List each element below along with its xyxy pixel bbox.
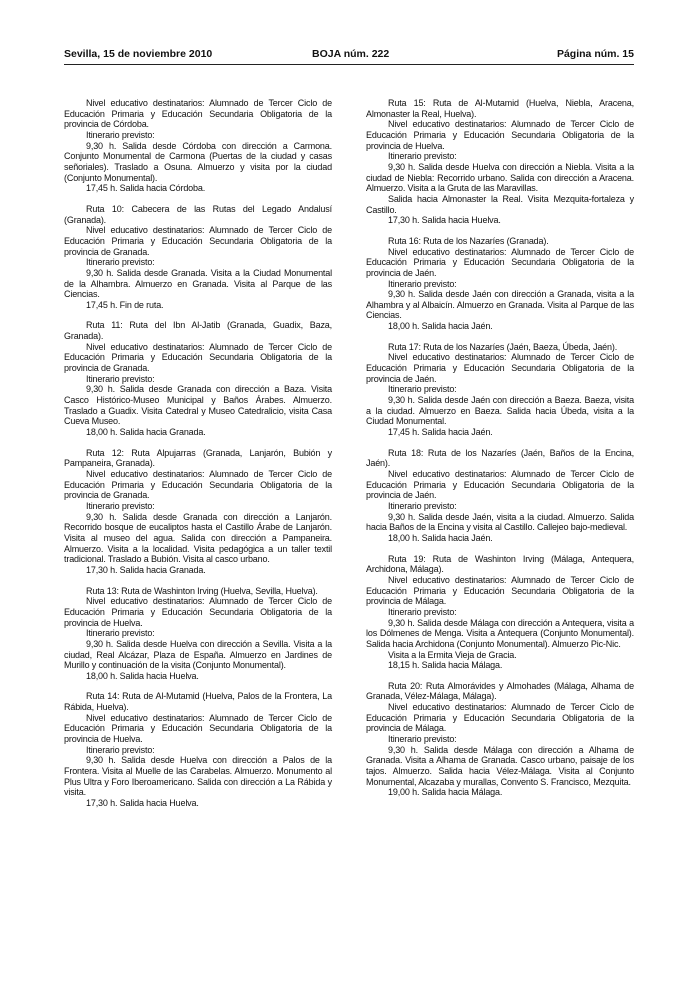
paragraph: Itinerario previsto: (388, 734, 457, 745)
paragraph: 18,00 h. Salida hacia Huelva. (86, 670, 199, 681)
paragraph: 17,30 h. Salida hacia Huelva. (388, 215, 501, 226)
paragraph: 9,30 h. Salida desde Granada con dirección a Lanjarón. Recorrido bosque de eucaliptos hasta el Castillo Árabe de Lanjarón. Visita al museo del agua. Salida con dirección a Pampaneira. Almuerzo. Visita a la localidad. Visita pedagógica a un taller textil tradicional. Traslado a Bubión. Visita al casco urbano. (64, 511, 332, 565)
paragraph: 9,30 h. Salida desde Huelva con dirección a Niebla. Visita a la ciudad de Niebla: Recorrido urbano. Salida con dirección a Aracena. Almuerzo. Visita a la Gruta de las Maravillas. (366, 161, 634, 194)
block-spacer (366, 671, 634, 681)
paragraph: Itinerario previsto: (388, 606, 457, 617)
paragraph: Nivel educativo destinatarios: Alumnado de Tercer Ciclo de Educación Primaria y Educación Secundaria Obligatoria de la provincia de Huelva. (366, 119, 634, 151)
paragraph: 17,45 h. Salida hacia Jaén. (388, 427, 493, 438)
header-date: Sevilla, 15 de noviembre 2010 (64, 48, 213, 60)
paragraph: 17,30 h. Salida hacia Granada. (86, 564, 206, 575)
paragraph: Itinerario previsto: (86, 373, 155, 384)
paragraph: Nivel educativo destinatarios: Alumnado de Tercer Ciclo de Educación Primaria y Educación Secundaria Obligatoria de la provincia de Jaén. (366, 246, 634, 278)
paragraph: 17,30 h. Salida hacia Huelva. (86, 798, 199, 809)
route-block (64, 98, 332, 194)
block-spacer (64, 310, 332, 320)
paragraph: Ruta 15: Ruta de Al-Mutamid (Huelva, Niebla, Aracena, Almonaster la Real, Huelva). (366, 98, 634, 119)
block-spacer (366, 332, 634, 342)
route-block (64, 691, 332, 808)
paragraph: Nivel educativo destinatarios: Alumnado de Tercer Ciclo de Educación Primaria y Educación Secundaria Obligatoria de la provincia de Granada. (64, 469, 332, 501)
paragraph: Nivel educativo destinatarios: Alumnado de Tercer Ciclo de Educación Primaria y Educación Secundaria Obligatoria de la provincia de Granada. (64, 225, 332, 257)
paragraph: Itinerario previsto: (86, 257, 155, 268)
route-block (64, 448, 332, 576)
page-header (64, 48, 634, 62)
left-column (64, 98, 332, 809)
paragraph: Nivel educativo destinatarios: Alumnado de Tercer Ciclo de Educación Primaria y Educación Secundaria Obligatoria de la provincia de Huelva. (64, 712, 332, 745)
paragraph: Nivel educativo destinatarios: Alumnado de Tercer Ciclo de Educación Primaria y Educación Secundaria Obligatoria de la provincia de Granada. (64, 341, 332, 374)
paragraph: Itinerario previsto: (86, 129, 155, 140)
route-block (64, 586, 332, 682)
header-page-number: Página núm. 15 (556, 48, 634, 60)
paragraph: 9,30 h. Salida desde Jaén, visita a la ciudad. Almuerzo. Salida hacia Baños de la Encina y visita al Castillo. Callejeo bajo-medieval. (366, 511, 634, 533)
header-divider (64, 64, 634, 65)
paragraph: 9,30 h. Salida desde Málaga con dirección a Antequera, visita a los Dólmenes de Menga. Visita a Antequera (Conjunto Monumental). Salida hacia Archidona (Conjunto Monumental). Almuerzo Pic-Nic. (366, 617, 634, 649)
paragraph: Itinerario previsto: (388, 151, 457, 162)
block-spacer (64, 576, 332, 586)
paragraph: Itinerario previsto: (388, 500, 457, 511)
route-block (366, 236, 634, 332)
header-journal: BOJA núm. 222 (312, 48, 390, 60)
paragraph: 9,30 h. Salida desde Jaén con dirección a Baeza. Baeza, visita a la ciudad. Almuerzo en Baeza. Salida hacia Úbeda, visita a la Ciudad Monumental. (366, 395, 634, 427)
paragraph: Ruta 14: Ruta de Al-Mutamid (Huelva, Palos de la Frontera, La Rábida, Huelva). (64, 691, 332, 713)
block-spacer (366, 544, 634, 554)
block-spacer (366, 226, 634, 236)
route-block (366, 98, 634, 226)
paragraph: Nivel educativo destinatarios: Alumnado de Tercer Ciclo de Educación Primaria y Educación Secundaria Obligatoria de la provincia de Málaga. (366, 574, 634, 607)
paragraph: Nivel educativo destinatarios: Alumnado de Tercer Ciclo de Educación Primaria y Educación Secundaria Obligatoria de la provincia de Huelva. (64, 596, 332, 628)
paragraph: 18,15 h. Salida hacia Málaga. (388, 660, 503, 671)
paragraph: Itinerario previsto: (388, 384, 457, 395)
paragraph: 9,30 h. Salida desde Huelva con dirección a Sevilla. Visita a la ciudad, Real Alcázar, Plaza de España. Almuerzo en Jardines de Murillo y continuación de la visita (Conjunto Monumental). (64, 638, 332, 671)
block-spacer (366, 438, 634, 448)
paragraph: Ruta 18: Ruta de los Nazaríes (Jaén, Baños de la Encina, Jaén). (366, 447, 634, 469)
paragraph: Nivel educativo destinatarios: Alumnado de Tercer Ciclo de Educación Primaria y Educación Secundaria Obligatoria de la provincia de Jaén. (366, 469, 634, 501)
route-block (366, 681, 634, 798)
paragraph: 17,45 h. Salida hacia Córdoba. (86, 183, 206, 194)
paragraph: 9,30 h. Salida desde Granada. Visita a la Ciudad Monumental de la Alhambra. Almuerzo en Granada. Visita al Parque de las Ciencias. (64, 267, 332, 300)
paragraph: Visita a la Ermita Vieja de Gracia. (388, 649, 517, 660)
route-block (366, 554, 634, 671)
paragraph: Itinerario previsto: (86, 628, 155, 639)
paragraph: Ruta 17: Ruta de los Nazaríes (Jaén, Baeza, Úbeda, Jaén). (388, 341, 618, 352)
route-block (366, 342, 634, 438)
paragraph: 18,00 h. Salida hacia Jaén. (388, 321, 493, 332)
block-spacer (64, 681, 332, 691)
paragraph: 18,00 h. Salida hacia Granada. (86, 427, 206, 438)
paragraph: Ruta 19: Ruta de Washinton Irving (Málaga, Antequera, Archidona, Málaga). (366, 553, 634, 575)
paragraph: Ruta 16: Ruta de los Nazaríes (Granada). (388, 235, 549, 246)
paragraph: Nivel educativo destinatarios: Alumnado de Tercer Ciclo de Educación Primaria y Educación Secundaria Obligatoria de la provincia de Jaén. (366, 352, 634, 384)
paragraph: Salida hacia Almonaster la Real. Visita Mezquita-fortaleza y Castillo. (366, 193, 634, 215)
route-block (64, 320, 332, 437)
paragraph: Ruta 13: Ruta de Washinton Irving (Huelva, Sevilla, Huelva). (86, 585, 318, 596)
paragraph: Nivel educativo destinatarios: Alumnado de Tercer Ciclo de Educación Primaria y Educación Secundaria Obligatoria de la provincia de Córdoba. (64, 98, 332, 130)
paragraph: Ruta 20: Ruta Almorávides y Almohades (Málaga, Alhama de Granada, Vélez-Málaga, Málaga). (366, 680, 634, 702)
paragraph: 9,30 h. Salida desde Córdoba con dirección a Carmona. Conjunto Monumental de Carmona (Puertas de la ciudad y casas señoriales). Traslado a Osuna. Almuerzo y visita por la ciudad (Conjunto Monumental). (64, 140, 332, 183)
block-spacer (64, 194, 332, 204)
paragraph: Ruta 12: Ruta Alpujarras (Granada, Lanjarón, Bubión y Pampaneira, Granada). (64, 447, 332, 469)
route-block (366, 448, 634, 544)
paragraph: Itinerario previsto: (86, 744, 155, 755)
paragraph: Itinerario previsto: (86, 500, 155, 511)
paragraph: 9,30 h. Salida desde Granada con dirección a Baza. Visita Casco Histórico-Museo Municipal y Baños Árabes. Almuerzo. Traslado a Guadix. Visita Catedral y Museo Catedralicio, visita Casa Cueva Museo. (64, 384, 332, 427)
paragraph: Nivel educativo destinatarios: Alumnado de Tercer Ciclo de Educación Primaria y Educación Secundaria Obligatoria de la provincia de Málaga. (366, 702, 634, 734)
paragraph: 17,45 h. Fin de ruta. (86, 299, 164, 310)
paragraph: 9,30 h. Salida desde Jaén con dirección a Granada, visita a la Alhambra y al Albaicín. Almuerzo en Granada. Visita al Parque de las Ciencias. (366, 289, 634, 321)
route-block (64, 204, 332, 311)
paragraph: 18,00 h. Salida hacia Jaén. (388, 532, 493, 543)
paragraph: 9,30 h. Salida desde Málaga con dirección a Alhama de Granada. Visita a Alhama de Granada. Casco urbano, paisaje de los tajos. Almuerzo. Salida hacia Vélez-Málaga. Visita al Conjunto Monumental, Alcazaba y murallas, Convento S. Francisco, Mezquita. (366, 744, 634, 787)
right-column (366, 98, 634, 798)
paragraph: Ruta 11: Ruta del Ibn Al-Jatib (Granada, Guadix, Baza, Granada). (64, 320, 332, 342)
paragraph: 9,30 h. Salida desde Huelva con dirección a Palos de la Frontera. Visita al Muelle de las Carabelas. Almuerzo. Monumento al Plus Ultra y Foro Iberoamericano. Salida con dirección a La Rábida y visita. (64, 755, 332, 798)
paragraph: 19,00 h. Salida hacia Málaga. (388, 787, 503, 798)
block-spacer (64, 438, 332, 448)
paragraph: Ruta 10: Cabecera de las Rutas del Legado Andalusí (Granada). (64, 203, 332, 225)
paragraph: Itinerario previsto: (388, 278, 457, 289)
